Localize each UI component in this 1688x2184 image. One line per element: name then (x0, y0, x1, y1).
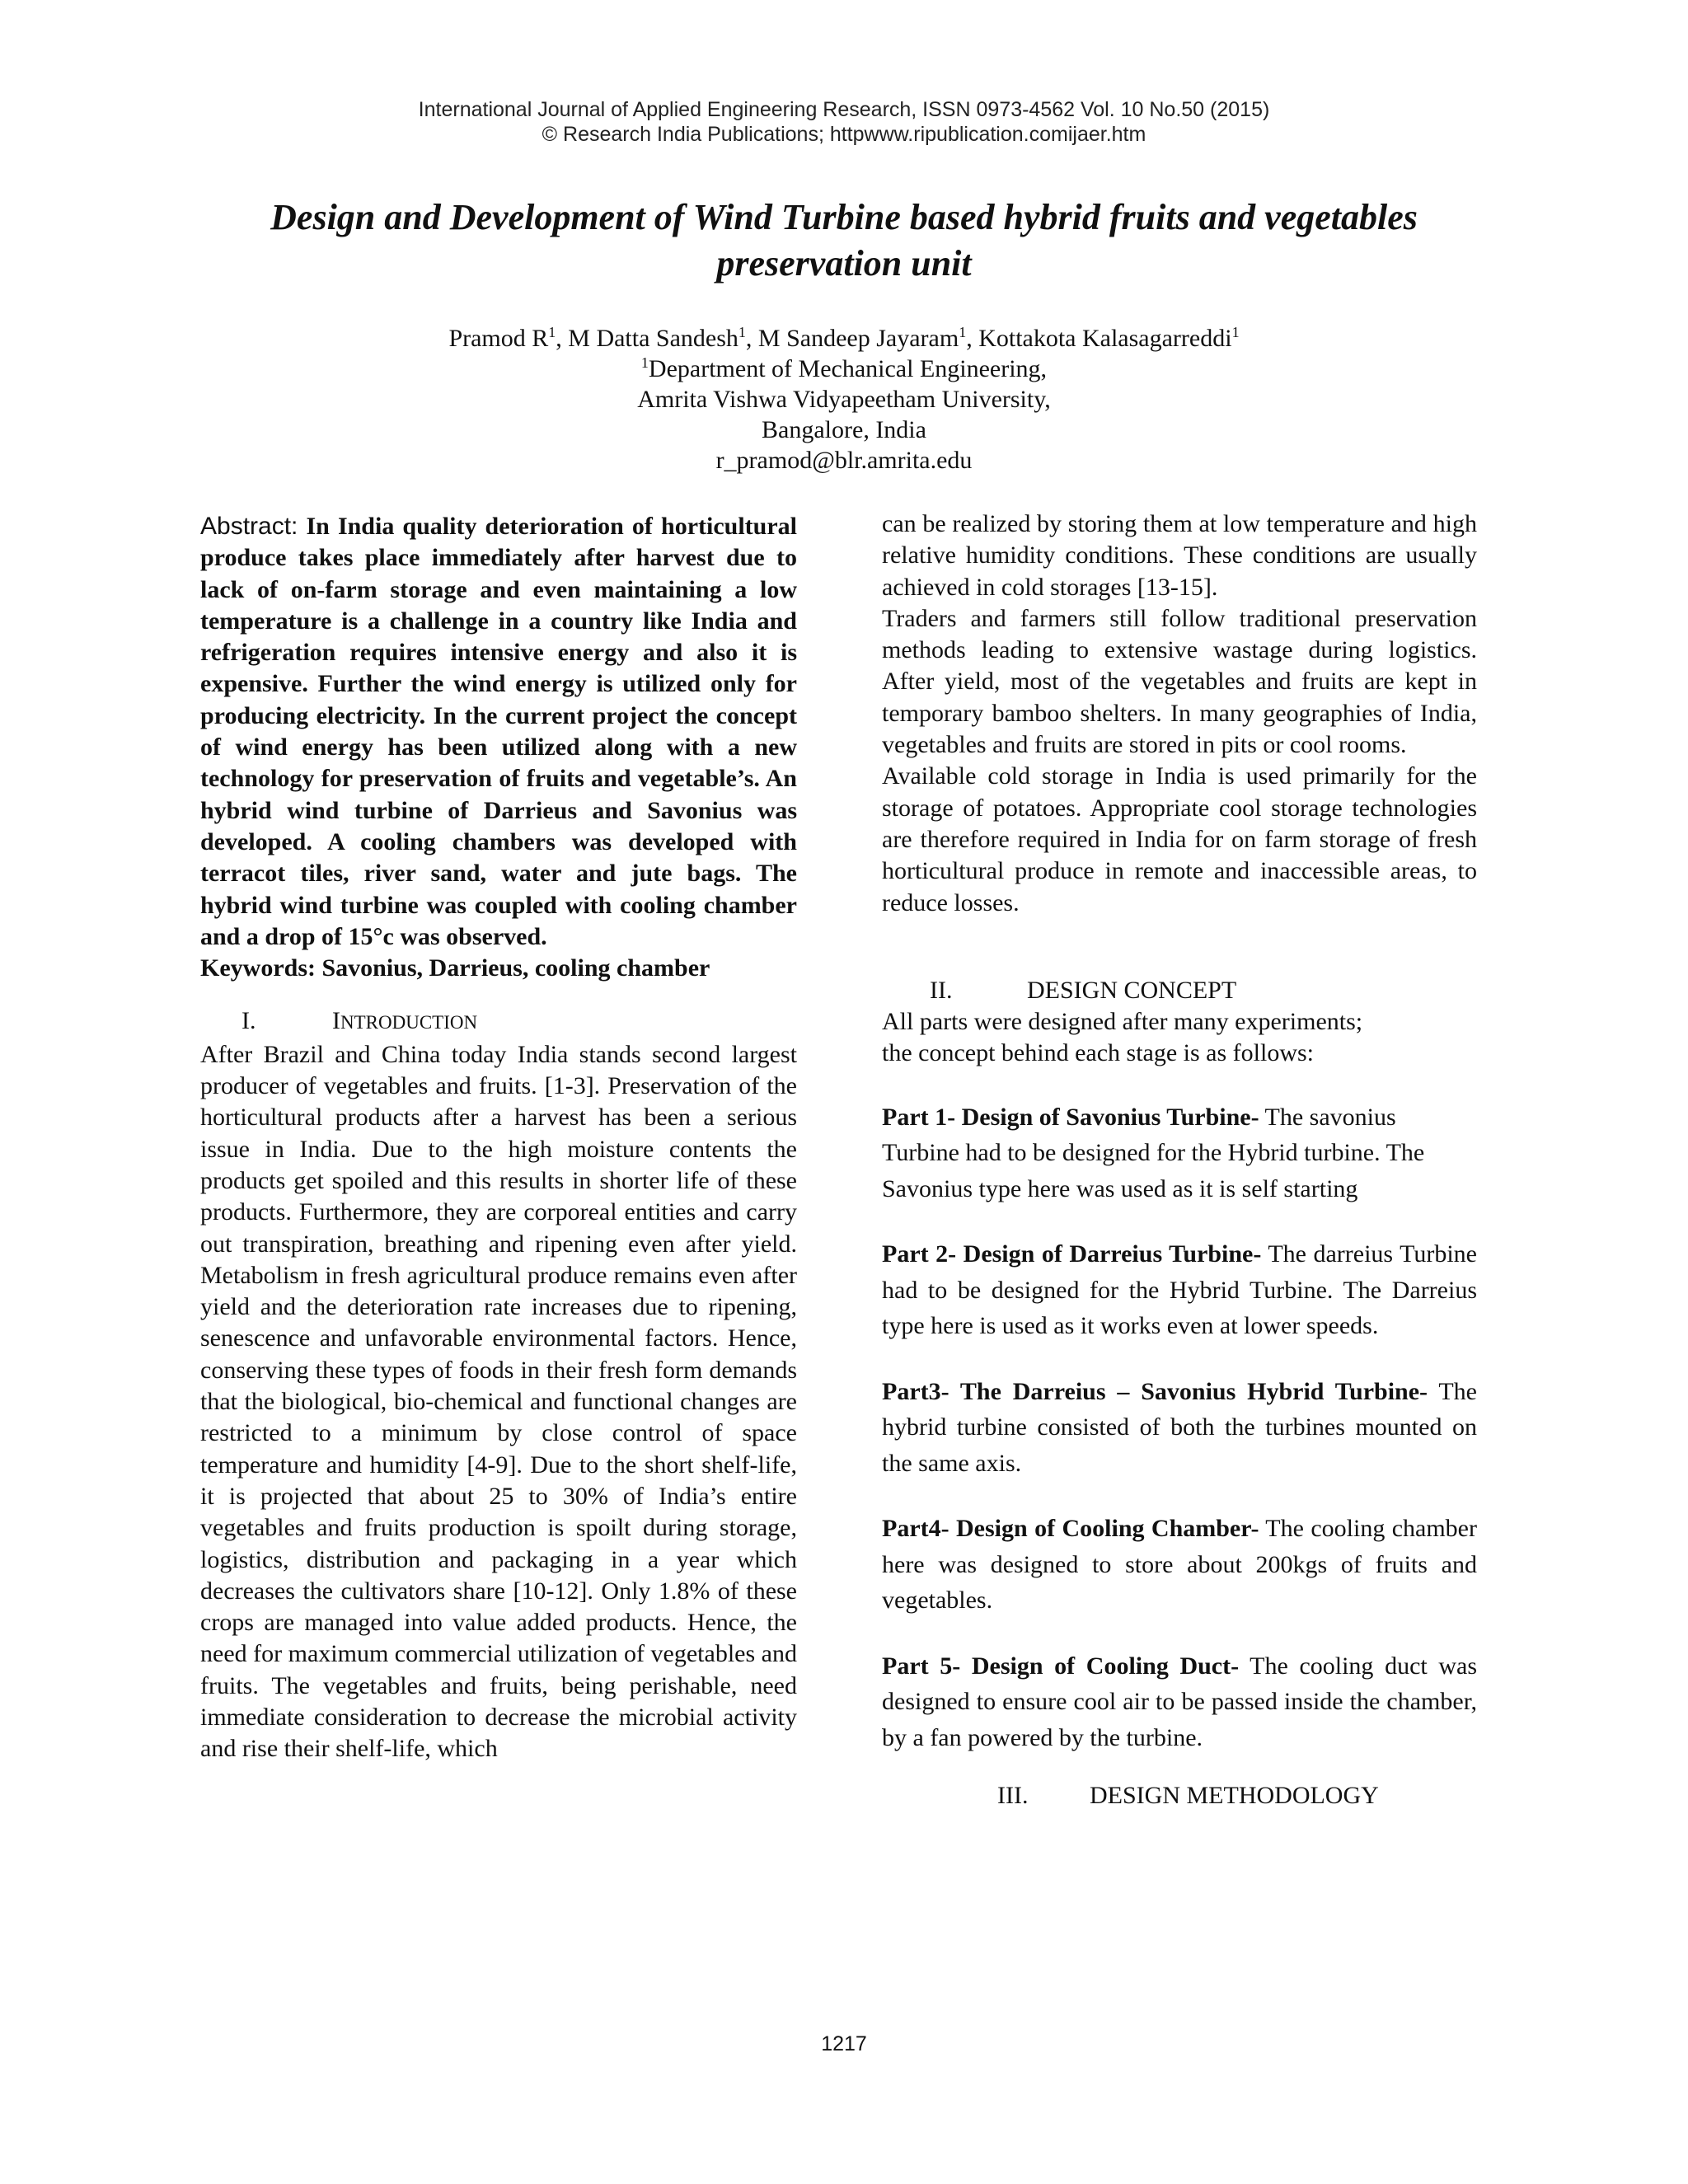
affiliation-department: Department of Mechanical Engineering, (648, 355, 1048, 382)
design-part-1 (882, 1099, 1477, 1207)
section-title-initial: I (332, 1007, 340, 1035)
introduction-paragraph-2: Traders and farmers still follow traditional preservation methods leading to extensive wastage during logistics. After yield, most of the vegetables and fruits are kept in temporary bamboo shelters. In many geographies of India, vegetables and fruits are stored in pits or cool rooms. (882, 604, 1477, 759)
author-separator: , (745, 325, 758, 352)
abstract-label: Abstract: (200, 513, 298, 540)
part-text: The hybrid turbine consisted of both the turbines mounted on the same axis. (882, 1377, 1477, 1477)
keywords: Keywords: Savonius, Darrieus, cooling chamber (200, 954, 710, 982)
author-sup: 1 (959, 324, 967, 340)
right-column (882, 509, 1477, 1812)
journal-citation: International Journal of Applied Engineering Research, ISSN 0973-4562 Vol. 10 No.50 (2015) (418, 98, 1270, 121)
section-number: II. (930, 976, 953, 1004)
design-part-3 (882, 1374, 1477, 1482)
affiliation-university: Amrita Vishwa Vidyapeetham University, (637, 386, 1051, 413)
journal-header (0, 97, 1688, 147)
author-name: Pramod R (448, 325, 549, 352)
part-text: The darreius Turbine had to be designed for the Hybrid Turbine. The Darreius type here is used as it works even at lower speeds. (882, 1240, 1477, 1340)
design-part-4 (882, 1511, 1477, 1619)
author-sup: 1 (1231, 324, 1240, 340)
author-sup: 1 (738, 324, 746, 340)
left-column (200, 511, 797, 1765)
part-lead: Part 1- Design of Savonius Turbine- (882, 1103, 1259, 1131)
affiliation (0, 354, 1688, 384)
design-concept-lead-line: the concept behind each stage is as follows: (882, 1039, 1315, 1067)
paper-title: Design and Development of Wind Turbine based hybrid fruits and vegetables preservation unit (270, 197, 1418, 284)
abstract (200, 511, 797, 953)
section-heading-design-methodology (882, 1780, 1477, 1811)
section-title: DESIGN CONCEPT (1027, 976, 1237, 1004)
part-lead: Part3- The Darreius – Savonius Hybrid Turbine- (882, 1377, 1428, 1405)
spacer (882, 919, 1477, 975)
affiliation-location: Bangalore, India (762, 416, 926, 443)
design-part-5 (882, 1648, 1477, 1756)
abstract-text: In India quality deterioration of horticultural produce takes place immediately after harvest due to lack of on-farm storage and even maintaining a low temperature is a challenge in a country like India and refrigeration requires intensive energy and also it is expensive. Further the wind energy is utilized only for producing electricity. In the current project the concept of wind energy has been utilized along with a new technology for preservation of fruits and vegetable’s. An hybrid wind turbine of Darrieus and Savonius was developed. A cooling chambers was developed with terracot tiles, river sand, water and jute bags. The hybrid wind turbine was coupled with cooling chamber and a drop of 15°c was observed. (200, 513, 798, 950)
part-lead: Part 2- Design of Darreius Turbine- (882, 1240, 1262, 1268)
part-text: The savonius Turbine had to be designed for the Hybrid turbine. The Savonius type here was used as it is self starting (882, 1103, 1425, 1202)
section-title-rest: NTRODUCTION (340, 1012, 478, 1033)
author-list (0, 323, 1688, 354)
design-concept-lead-line: All parts were designed after many experiments; (882, 1008, 1363, 1036)
introduction-paragraph-3: Available cold storage in India is used primarily for the storage of potatoes. Appropriate cool storage technologies are therefore required in India for on farm storage of fresh horticultural produce in remote and inaccessible areas, to reduce losses. (882, 762, 1477, 916)
author-separator: , (966, 325, 979, 352)
author-separator: , (556, 325, 569, 352)
section-title: DESIGN METHODOLOGY (1090, 1782, 1379, 1810)
section-number: III. (997, 1782, 1029, 1810)
affiliation-sup: 1 (640, 354, 649, 371)
page-number: 1217 (821, 2032, 867, 2055)
author-sup: 1 (548, 324, 556, 340)
journal-copyright: © Research India Publications; httpwww.ripublication.comijaer.htm (542, 123, 1146, 146)
author-name: Kottakota Kalasagarreddi (978, 325, 1232, 352)
introduction-paragraph: After Brazil and China today India stands second largest producer of vegetables and fruits. [1-3]. Preservation of the horticultural products after a harvest has been a serious issue in India. Due to the high moisture contents the products get spoiled and this results in shorter life of these products. Furthermore, they are corporeal entities and carry out transpiration, breathing and ripening even after yield. Metabolism in fresh agricultural produce remains even after yield and the deterioration rate increases due to ripening, senescence and unfavorable environmental factors. Hence, conserving these types of foods in their fresh form demands that the biological, bio-chemical and functional changes are restricted to a minimum by close control of space temperature and humidity [4-9]. Due to the short shelf-life, it is projected that about 25 to 30% of India’s entire vegetables and fruits production is spoilt during storage, logistics, distribution and packaging in a year which decreases the cultivators share [10-12]. Only 1.8% of these crops are managed into value added products. Hence, the need for maximum commercial utilization of vegetables and fruits. The vegetables and fruits, being perishable, need immediate consideration to decrease the microbial activity and rise their shelf-life, which (200, 1040, 797, 1763)
author-name: M Datta Sandesh (568, 325, 738, 352)
design-part-2 (882, 1236, 1477, 1344)
part-lead: Part 5- Design of Cooling Duct- (882, 1652, 1240, 1680)
introduction-continued: can be realized by storing them at low temperature and high relative humidity conditions. These conditions are usually achieved in cold storages [13-15]. (882, 510, 1477, 601)
authors-block (0, 323, 1688, 476)
section-number: I. (241, 1007, 256, 1035)
author-email: r_pramod@blr.amrita.edu (715, 447, 973, 474)
part-text: The cooling chamber here was designed to store about 200kgs of fruits and vegetables. (882, 1515, 1477, 1615)
part-text: The cooling duct was designed to ensure cool air to be passed inside the chamber, by a fan powered by the turbine. (882, 1652, 1477, 1751)
section-heading-introduction (200, 1005, 797, 1038)
design-concept-lead (882, 1006, 1477, 1070)
part-lead: Part4- Design of Cooling Chamber- (882, 1515, 1259, 1543)
author-name: M Sandeep Jayaram (757, 325, 959, 352)
section-heading-design-concept (882, 975, 1477, 1006)
